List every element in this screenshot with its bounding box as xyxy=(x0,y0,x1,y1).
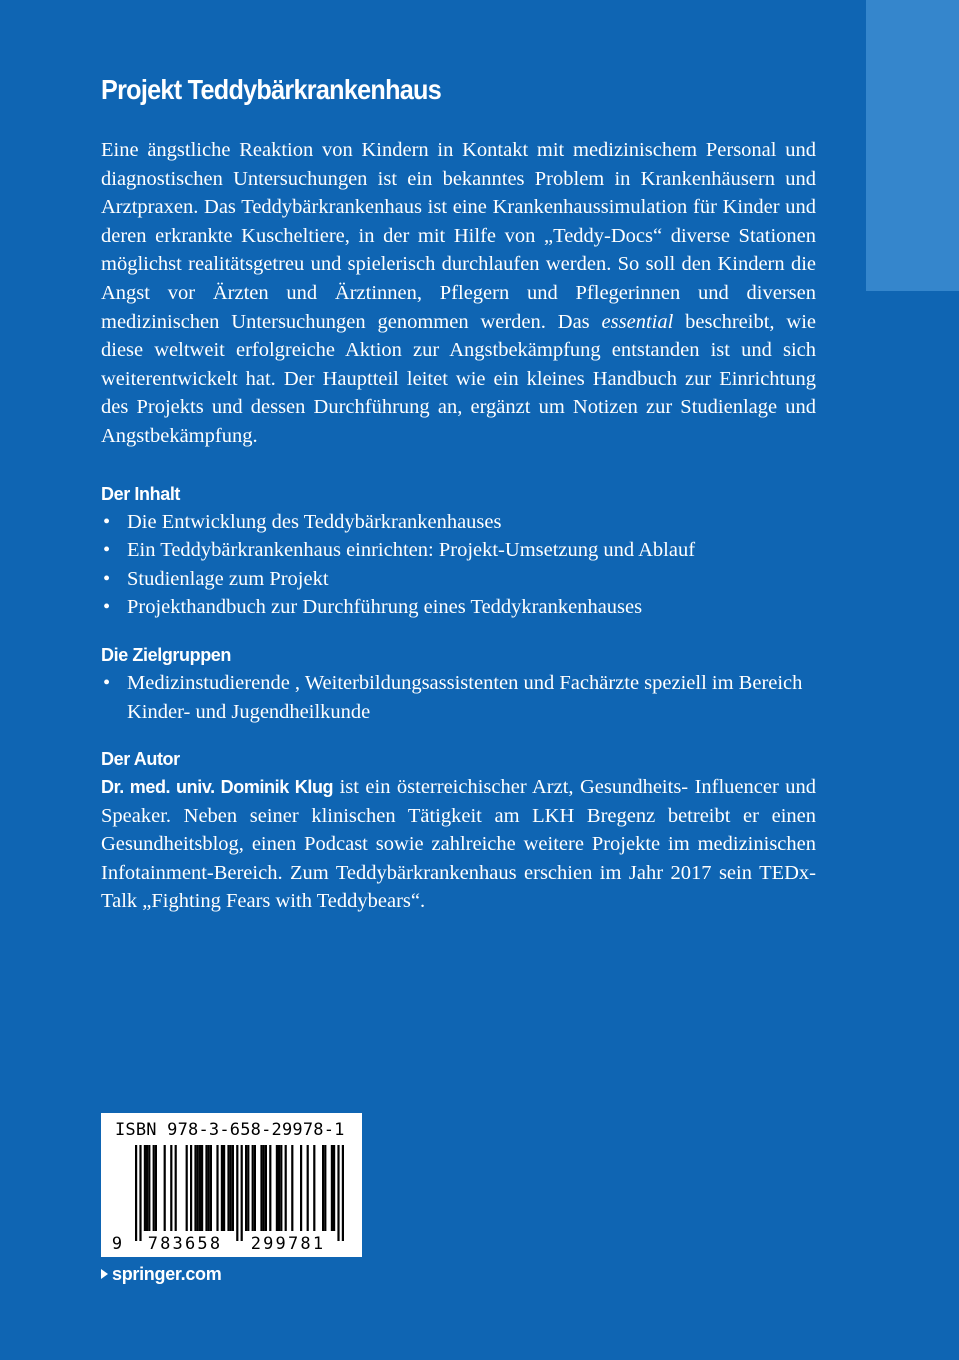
barcode-bar xyxy=(236,1145,238,1241)
barcode-bar xyxy=(146,1145,148,1231)
list-item xyxy=(101,536,816,565)
list-item xyxy=(101,565,816,594)
barcode-bar xyxy=(285,1145,287,1231)
barcode-bar xyxy=(186,1145,188,1231)
barcode-bar xyxy=(245,1145,247,1231)
barcode-bar xyxy=(170,1145,172,1231)
isbn-barcode xyxy=(101,1113,362,1257)
barcode-left-digits: 783658 xyxy=(147,1234,223,1254)
list-item xyxy=(101,508,816,537)
barcode-bar xyxy=(276,1145,278,1231)
list-item-text: Projekthandbuch zur Durchführung eines Teddykrankenhauses xyxy=(127,596,643,619)
list-item-text: Studienlage zum Projekt xyxy=(127,567,329,590)
list-item xyxy=(101,593,816,622)
barcode-bar xyxy=(342,1145,344,1241)
barcode-bar xyxy=(247,1145,249,1231)
section-heading-zielgruppen: Die Zielgruppen xyxy=(101,644,232,665)
barcode-bar xyxy=(278,1145,280,1231)
barcode-bar xyxy=(216,1145,218,1231)
barcode-bar xyxy=(263,1145,265,1231)
list-item-text: Die Entwicklung des Teddybärkrankenhauses xyxy=(127,510,502,533)
barcode-bar xyxy=(337,1145,339,1241)
barcode-bar xyxy=(232,1145,234,1231)
barcode-bar xyxy=(307,1145,309,1231)
barcode-right-digits: 299781 xyxy=(250,1234,326,1254)
bullet-icon: • xyxy=(103,539,111,562)
description-part-1: Eine ängstliche Reaktion von Kindern in Kontakt mit medizinischem Personal und diagnostischen Untersuchungen ist ein bekanntes Problem in Krankenhäusern und Arztpraxen. Das Teddybärkrankenhaus ist eine Krankenhaussimulation für Kinder und deren erkrankte Kuscheltiere, in der mit Hilfe von „Teddy-Docs“ diverse Stationen möglichst realitätsgetreu und spielerisch durchlaufen werden. So soll den Kindern die Angst vor Ärzten und Ärztinnen, Pflegern und Pflegerinnen und diversen medizinischen Untersuchungen genommen werden. Das xyxy=(101,139,816,333)
barcode-bar xyxy=(252,1145,254,1231)
inhalt-list xyxy=(101,508,816,622)
barcode-bar xyxy=(205,1145,207,1231)
barcode-bar xyxy=(324,1145,326,1231)
list-item-text: Ein Teddybärkrankenhaus einrichten: Projekt-Umsetzung und Ablauf xyxy=(127,539,696,562)
barcode-bar xyxy=(280,1145,282,1231)
barcode-bar xyxy=(331,1145,333,1231)
barcode-bar xyxy=(144,1145,146,1231)
barcode-bar xyxy=(194,1145,196,1231)
barcode-bar xyxy=(300,1145,302,1231)
barcode-bar xyxy=(230,1145,232,1231)
barcode-bar xyxy=(139,1145,141,1241)
publisher-link[interactable] xyxy=(101,1262,221,1286)
barcode-first-digit: 9 xyxy=(111,1234,123,1254)
barcode-bar xyxy=(333,1145,335,1231)
list-item-text: Medizinstudierende , Weiterbildungsassistenten und Fachärzte speziell im Bereich Kinder- und Jugendheilkunde xyxy=(127,671,803,723)
barcode-bar xyxy=(135,1145,137,1241)
barcode-bar xyxy=(155,1145,157,1231)
barcode-bar xyxy=(223,1145,225,1231)
barcode-bar xyxy=(221,1145,223,1231)
barcode-bars xyxy=(135,1145,344,1241)
barcode-bar xyxy=(153,1145,155,1231)
barcode-bar xyxy=(208,1145,210,1231)
barcode-bar xyxy=(260,1145,262,1231)
triangle-arrow-icon xyxy=(101,1269,108,1279)
author-bio: ist ein österreichischer Arzt, Gesundheits- Influencer und Speaker. Neben seiner klinischen Tätigkeit am LKH Bregenz betreibt er einen Gesundheitsblog, einen Podcast sowie zahlreiche weitere Projekte im medizinischen Infotainment-Bereich. Zum Teddybärkrankenhaus erschien im Jahr 2017 sein TEDx-Talk „Fighting Fears with Teddybears“. xyxy=(101,776,816,913)
barcode-bar xyxy=(175,1145,177,1231)
zielgruppen-list xyxy=(101,669,816,726)
isbn-label: ISBN 978-3-658-29978-1 xyxy=(115,1120,345,1140)
barcode-bar xyxy=(313,1145,315,1231)
barcode-bar xyxy=(199,1145,201,1231)
bullet-icon: • xyxy=(103,567,111,590)
color-tab-decoration xyxy=(866,0,959,291)
bullet-icon: • xyxy=(103,596,111,619)
author-paragraph xyxy=(101,773,816,916)
back-cover-content xyxy=(101,70,816,916)
description-emphasis: essential xyxy=(601,310,674,333)
bullet-icon: • xyxy=(103,671,111,694)
section-heading-autor: Der Autor xyxy=(101,749,180,770)
barcode-bar xyxy=(269,1145,271,1231)
barcode-bar xyxy=(190,1145,192,1231)
barcode-bar xyxy=(210,1145,212,1231)
section-heading-inhalt: Der Inhalt xyxy=(101,483,181,504)
barcode-bar xyxy=(227,1145,229,1231)
barcode-bar xyxy=(254,1145,256,1231)
barcode-bar xyxy=(164,1145,166,1231)
barcode-bar xyxy=(201,1145,203,1231)
list-item xyxy=(101,669,816,726)
barcode-bar xyxy=(322,1145,324,1231)
barcode-bar xyxy=(241,1145,243,1241)
bullet-icon: • xyxy=(103,510,111,533)
description-part-2: beschreibt, wie diese weltweit erfolgreiche Aktion zur Angstbekämpfung entstanden ist und sich weiterentwickelt hat. Der Hauptteil leitet wie ein kleines Handbuch zur Einrichtung des Projekts und dessen Durchführung an, ergänzt um Notizen zur Studienlage und Angstbekämpfung. xyxy=(101,310,817,447)
barcode-bar xyxy=(265,1145,267,1231)
description-paragraph xyxy=(101,136,816,451)
barcode-bar xyxy=(197,1145,199,1231)
book-title: Projekt Teddybärkrankenhaus xyxy=(101,74,442,105)
publisher-link-text: springer.com xyxy=(112,1264,222,1284)
author-name: Dr. med. univ. Dominik Klug xyxy=(101,777,334,798)
barcode-bar xyxy=(291,1145,293,1231)
barcode-graphic xyxy=(101,1113,362,1257)
barcode-bar xyxy=(148,1145,150,1231)
